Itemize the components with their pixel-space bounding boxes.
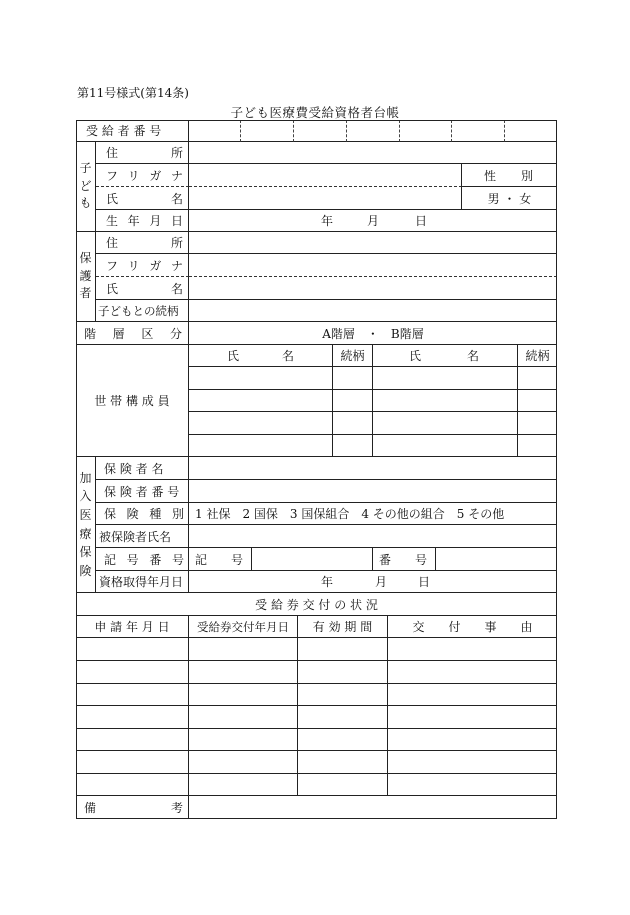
household-col-name: 氏 名: [373, 345, 518, 367]
household-cell[interactable]: [518, 390, 557, 412]
document-title: 子ども医療費受給資格者台帳: [230, 105, 400, 120]
household-cell[interactable]: [518, 435, 557, 457]
issuance-cell[interactable]: [76, 729, 189, 751]
household-cell[interactable]: [373, 435, 518, 457]
child-address-field[interactable]: [189, 142, 557, 164]
child-birthdate-label: 生 年 月 日: [96, 210, 189, 232]
issuance-cell[interactable]: [388, 638, 557, 661]
issuance-col-validity: 有 効 期 間: [298, 616, 388, 638]
insurer-number-field[interactable]: [189, 480, 557, 503]
insurance-type-label: 保 険 種 別: [96, 503, 189, 525]
tier-label: 階 層 区 分: [76, 322, 189, 345]
household-cell[interactable]: [333, 412, 373, 435]
insured-name-label: 被保険者氏名: [96, 525, 189, 548]
child-furigana-label: フ リ ガ ナ: [96, 164, 189, 187]
symbol-number-label: 記 号 番 号: [96, 548, 189, 571]
child-gender-options[interactable]: 男 ・ 女: [462, 187, 557, 210]
household-cell[interactable]: [189, 412, 333, 435]
recipient-digit-box[interactable]: [505, 120, 557, 142]
issuance-cell[interactable]: [388, 751, 557, 774]
household-cell[interactable]: [518, 412, 557, 435]
household-cell[interactable]: [373, 367, 518, 390]
recipient-digit-box[interactable]: [347, 120, 400, 142]
issuance-cell[interactable]: [189, 638, 298, 661]
issuance-col-application-date: 申 請 年 月 日: [76, 616, 189, 638]
child-gender-label: 性 別: [462, 164, 557, 187]
acquired-date-label: 資格取得年月日: [96, 571, 189, 593]
issuance-cell[interactable]: [76, 706, 189, 729]
household-col-relation: 続柄: [518, 345, 557, 367]
guardian-relation-field[interactable]: [189, 300, 557, 322]
household-col-name: 氏 名: [189, 345, 333, 367]
child-group-label: 子 ど も: [76, 142, 96, 232]
issuance-title: 受 給 券 交 付 の 状 況: [76, 593, 557, 616]
day-unit: 日: [418, 575, 431, 589]
symbol-field[interactable]: [252, 548, 373, 571]
issuance-cell[interactable]: [189, 706, 298, 729]
issuance-cell[interactable]: [189, 661, 298, 684]
child-name-label: 氏 名: [96, 187, 189, 210]
recipient-number-label: 受 給 者 番 号: [76, 120, 189, 142]
recipient-digit-box[interactable]: [400, 120, 452, 142]
recipient-digit-box[interactable]: [189, 120, 241, 142]
guardian-address-field[interactable]: [189, 232, 557, 254]
issuance-cell[interactable]: [76, 751, 189, 774]
issuance-cell[interactable]: [298, 729, 388, 751]
issuance-col-issue-date: 受給券交付年月日: [189, 616, 298, 638]
issuance-cell[interactable]: [189, 684, 298, 706]
household-cell[interactable]: [189, 367, 333, 390]
form-number: 第11号様式(第14条): [77, 86, 189, 100]
number-field[interactable]: [436, 548, 557, 571]
issuance-cell[interactable]: [298, 774, 388, 796]
tier-options[interactable]: A階層 ・ B階層: [189, 322, 557, 345]
household-cell[interactable]: [373, 390, 518, 412]
guardian-address-label: 住 所: [96, 232, 189, 254]
remarks-label: 備 考: [76, 796, 189, 819]
child-address-label: 住 所: [96, 142, 189, 164]
insurer-name-label: 保 険 者 名: [96, 457, 189, 480]
household-cell[interactable]: [373, 412, 518, 435]
issuance-cell[interactable]: [189, 774, 298, 796]
issuance-cell[interactable]: [76, 684, 189, 706]
guardian-furigana-field[interactable]: [189, 254, 557, 277]
guardian-furigana-label: フ リ ガ ナ: [96, 254, 189, 277]
household-cell[interactable]: [333, 435, 373, 457]
household-col-relation: 続柄: [333, 345, 373, 367]
issuance-cell[interactable]: [76, 638, 189, 661]
recipient-digit-box[interactable]: [294, 120, 347, 142]
recipient-digit-box[interactable]: [241, 120, 294, 142]
insurer-number-label: 保 険 者 番 号: [96, 480, 189, 503]
registry-form: [76, 120, 557, 819]
issuance-cell[interactable]: [189, 751, 298, 774]
issuance-cell[interactable]: [298, 661, 388, 684]
recipient-digit-box[interactable]: [452, 120, 505, 142]
household-cell[interactable]: [189, 390, 333, 412]
issuance-cell[interactable]: [76, 661, 189, 684]
issuance-cell[interactable]: [298, 684, 388, 706]
month-unit: 月: [367, 214, 380, 228]
guardian-name-label: 氏 名: [96, 277, 189, 300]
month-unit: 月: [375, 575, 388, 589]
issuance-cell[interactable]: [388, 684, 557, 706]
issuance-cell[interactable]: [298, 751, 388, 774]
insurance-group-label: 加 入 医 療 保 険: [76, 457, 96, 593]
day-unit: 日: [415, 214, 428, 228]
household-label: 世 帯 構 成 員: [76, 345, 189, 457]
household-cell[interactable]: [333, 390, 373, 412]
issuance-cell[interactable]: [298, 706, 388, 729]
household-cell[interactable]: [518, 367, 557, 390]
year-unit: 年: [321, 214, 334, 228]
household-cell[interactable]: [189, 435, 333, 457]
child-furigana-field[interactable]: [189, 164, 462, 187]
guardian-name-field[interactable]: [189, 277, 557, 300]
remarks-field[interactable]: [189, 796, 557, 819]
issuance-cell[interactable]: [388, 729, 557, 751]
issuance-cell[interactable]: [388, 706, 557, 729]
issuance-cell[interactable]: [189, 729, 298, 751]
guardian-relation-label: 子どもとの続柄: [96, 300, 189, 322]
insurance-type-options[interactable]: 1 社保 2 国保 3 国保組合 4 その他の組合 5 その他: [189, 503, 557, 525]
child-name-field[interactable]: [189, 187, 462, 210]
child-birthdate-field[interactable]: [189, 210, 557, 232]
guardian-group-label: 保 護 者: [76, 232, 96, 322]
number-label: 番 号: [373, 548, 436, 571]
acquired-date-field[interactable]: [189, 571, 557, 593]
issuance-cell[interactable]: [388, 661, 557, 684]
household-cell[interactable]: [333, 367, 373, 390]
symbol-label: 記 号: [189, 548, 252, 571]
issuance-cell[interactable]: [298, 638, 388, 661]
insured-name-field[interactable]: [189, 525, 557, 548]
year-unit: 年: [321, 575, 334, 589]
insurer-name-field[interactable]: [189, 457, 557, 480]
issuance-cell[interactable]: [388, 774, 557, 796]
issuance-col-reason: 交 付 事 由: [388, 616, 557, 638]
issuance-cell[interactable]: [76, 774, 189, 796]
